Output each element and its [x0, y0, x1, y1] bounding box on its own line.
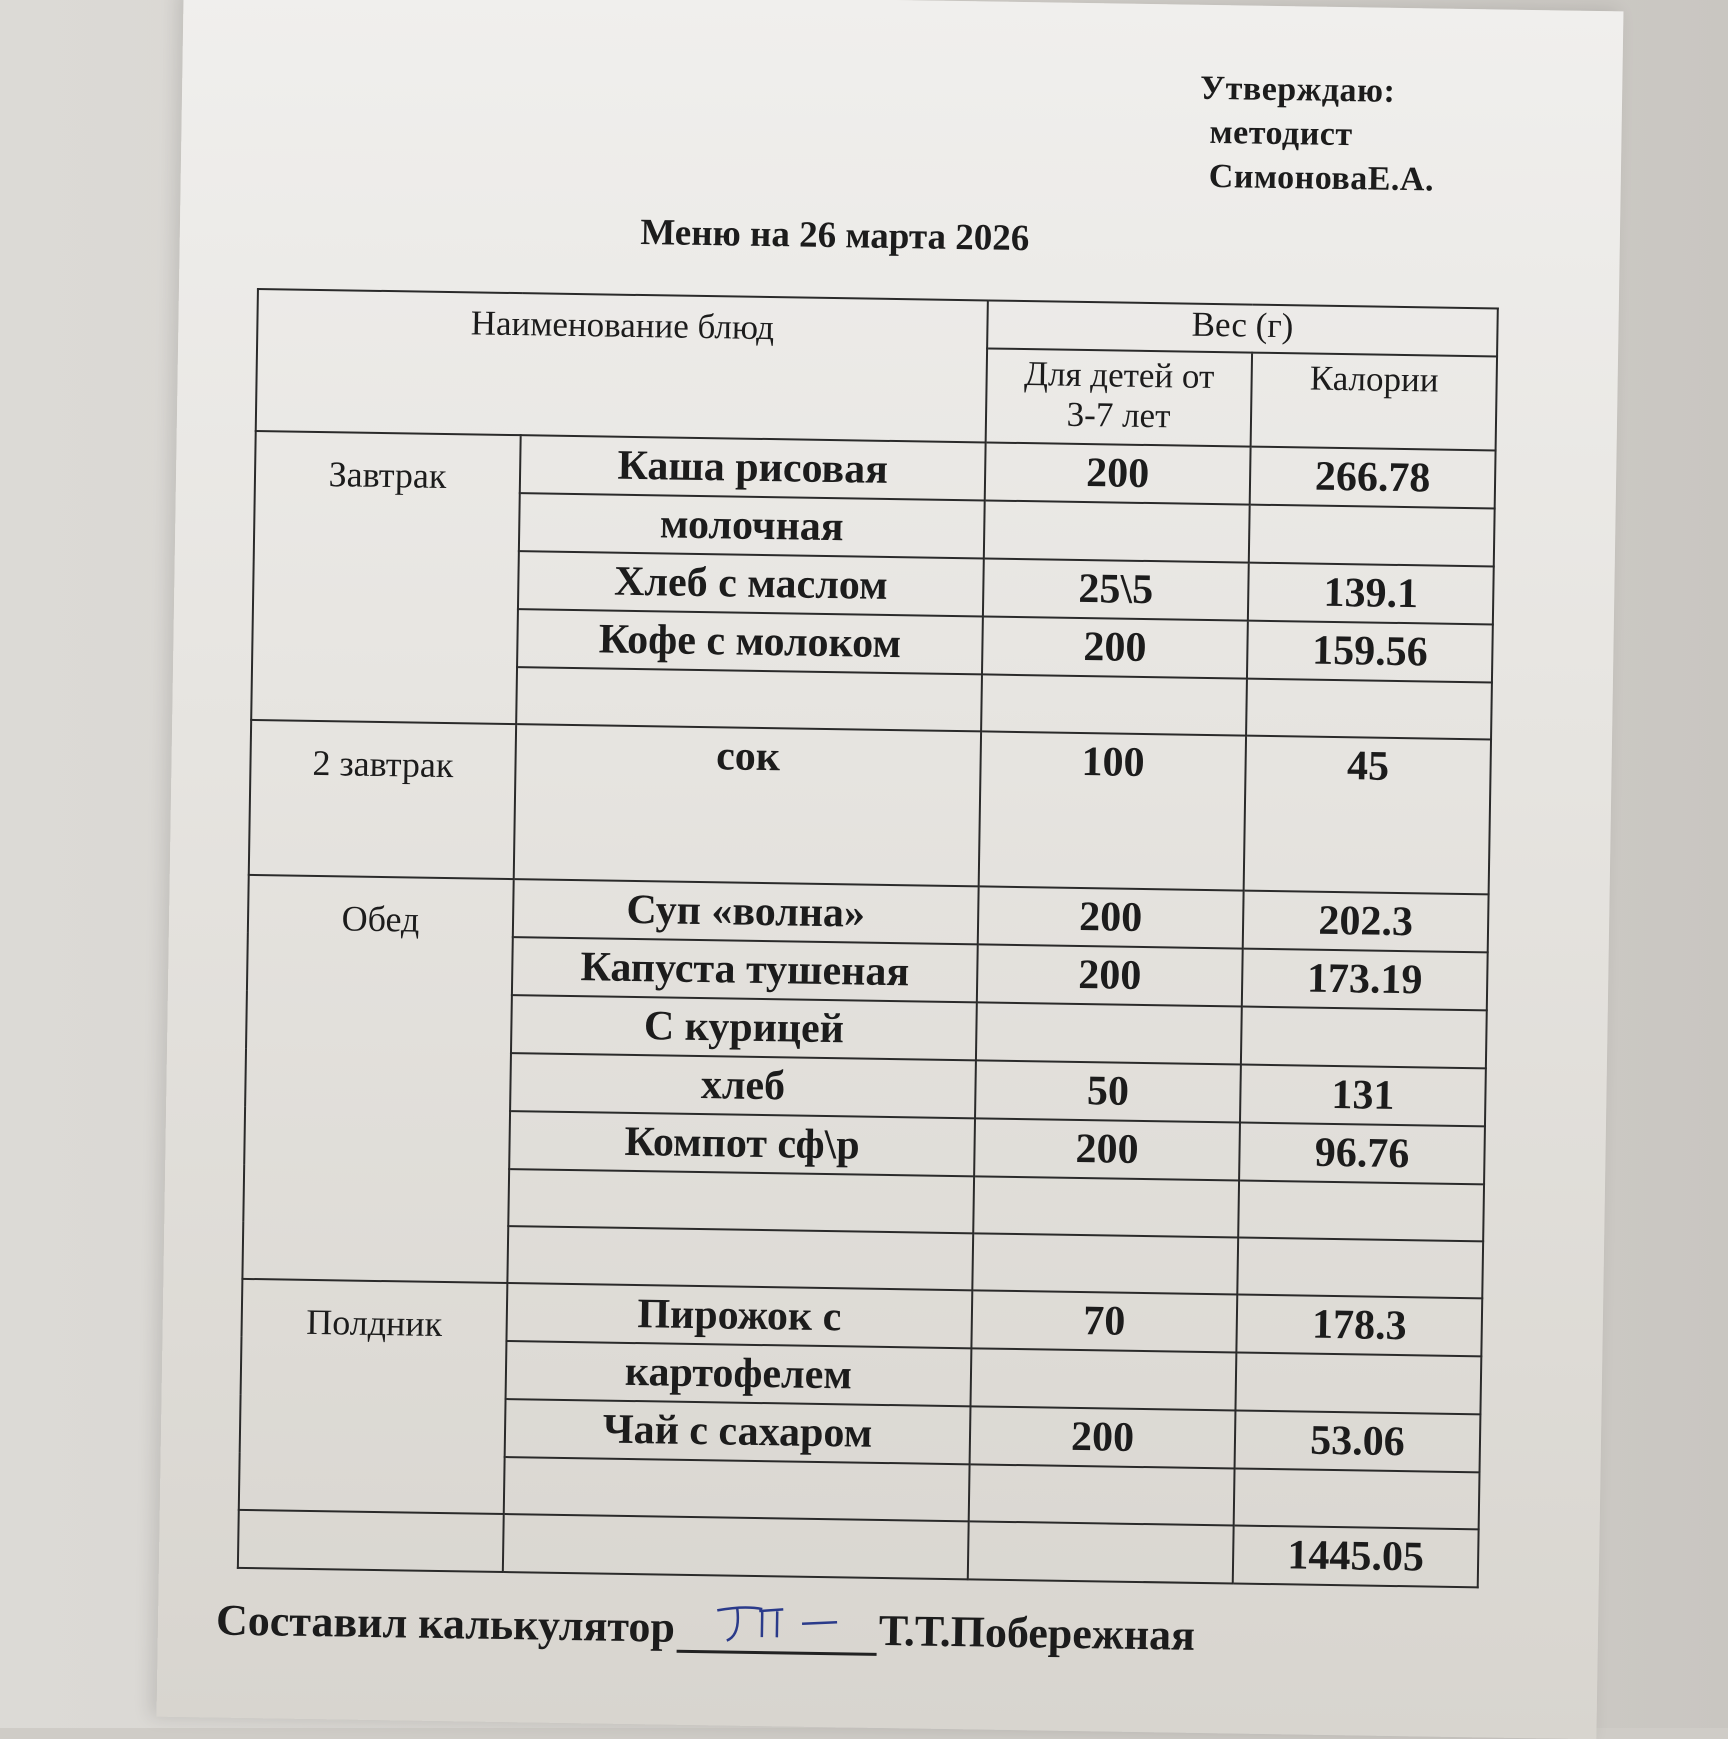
dish-name: [508, 1169, 974, 1233]
weight-value: 50: [975, 1060, 1241, 1122]
empty-cell: [503, 1514, 969, 1579]
dish-name: Капуста тушеная: [512, 937, 978, 1002]
header-weight: Вес (г): [987, 300, 1498, 356]
calories-value: 53.06: [1235, 1410, 1481, 1472]
signature-line: [676, 1606, 877, 1656]
weight-value: [973, 1176, 1239, 1237]
weight-value: [972, 1233, 1238, 1294]
handwritten-signature: [707, 1598, 858, 1650]
empty-cell: [238, 1510, 504, 1572]
calories-value: 266.78: [1250, 447, 1496, 509]
dish-name: Хлеб с маслом: [518, 551, 984, 616]
document-page: [157, 0, 1624, 1739]
calories-value: [1234, 1468, 1480, 1529]
calories-value: [1238, 1181, 1484, 1242]
calories-value: 139.1: [1248, 563, 1494, 625]
calories-value: 173.19: [1242, 949, 1488, 1011]
dish-name: молочная: [519, 493, 985, 558]
dish-name: Кофе с молоком: [517, 609, 983, 674]
weight-value: [976, 1002, 1242, 1064]
weight-value: [969, 1464, 1235, 1525]
weight-value: [984, 500, 1250, 562]
dish-name: С курицей: [511, 995, 977, 1060]
meal-label: 2 завтрак: [249, 720, 516, 879]
weight-value: [971, 1348, 1237, 1410]
weight-value: [981, 674, 1247, 735]
calories-value: 202.3: [1243, 891, 1489, 953]
calories-value: [1246, 679, 1492, 740]
empty-cell: [968, 1521, 1234, 1583]
dish-name: Суп «волна»: [513, 879, 979, 944]
footer-name: Т.Т.Побережная: [878, 1605, 1196, 1660]
calories-value: 178.3: [1236, 1295, 1482, 1357]
weight-value: 70: [971, 1290, 1237, 1352]
weight-value: 200: [974, 1118, 1240, 1180]
dish-name: Компот сф\р: [509, 1111, 975, 1176]
calories-value: 96.76: [1239, 1123, 1485, 1185]
footer-signature: [216, 1595, 1196, 1661]
header-calories: Калории: [1251, 353, 1497, 451]
approval-block: [1198, 67, 1435, 203]
dish-name: картофелем: [506, 1341, 972, 1406]
table-row: [249, 720, 1491, 894]
approval-line-3: СимоноваЕ.А.: [1208, 157, 1435, 199]
dish-name: Чай с сахаром: [505, 1399, 971, 1464]
meal-label: Завтрак: [251, 431, 521, 724]
calories-value: [1235, 1353, 1481, 1415]
dish-name: [507, 1226, 973, 1290]
footer-prefix: Составил калькулятор: [215, 1595, 676, 1652]
dish-name: [504, 1457, 970, 1521]
dish-name: Каша рисовая: [520, 435, 986, 500]
calories-value: 131: [1240, 1065, 1486, 1127]
weight-value: 25\5: [983, 558, 1249, 620]
calories-value: [1237, 1238, 1483, 1299]
dish-name: хлеб: [510, 1053, 976, 1118]
calories-value: [1249, 505, 1495, 567]
header-name: Наименование блюд: [256, 289, 988, 442]
header-row: [257, 289, 1498, 356]
approval-line-2: методист: [1209, 113, 1353, 154]
calories-value: 159.56: [1247, 621, 1493, 683]
weight-value: 200: [978, 886, 1244, 948]
calories-value: [1241, 1007, 1487, 1069]
meal-label: Обед: [242, 875, 513, 1283]
header-children: Для детей от 3-7 лет: [986, 348, 1252, 446]
approval-line-1: Утверждаю:: [1199, 69, 1396, 110]
calories-value: 45: [1244, 736, 1491, 895]
total-calories: 1445.05: [1233, 1525, 1479, 1587]
weight-value: 200: [982, 616, 1248, 678]
menu-table: [237, 288, 1499, 1588]
weight-value: 100: [979, 731, 1246, 890]
weight-value: 200: [977, 944, 1243, 1006]
weight-value: 200: [985, 442, 1251, 504]
dish-name: сок: [514, 724, 981, 886]
meal-label: Полдник: [239, 1279, 508, 1514]
page-title: Меню на 26 марта 2026: [640, 212, 1030, 260]
weight-value: 200: [970, 1406, 1236, 1468]
dish-name: [516, 667, 982, 731]
dish-name: Пирожок с: [506, 1283, 972, 1348]
